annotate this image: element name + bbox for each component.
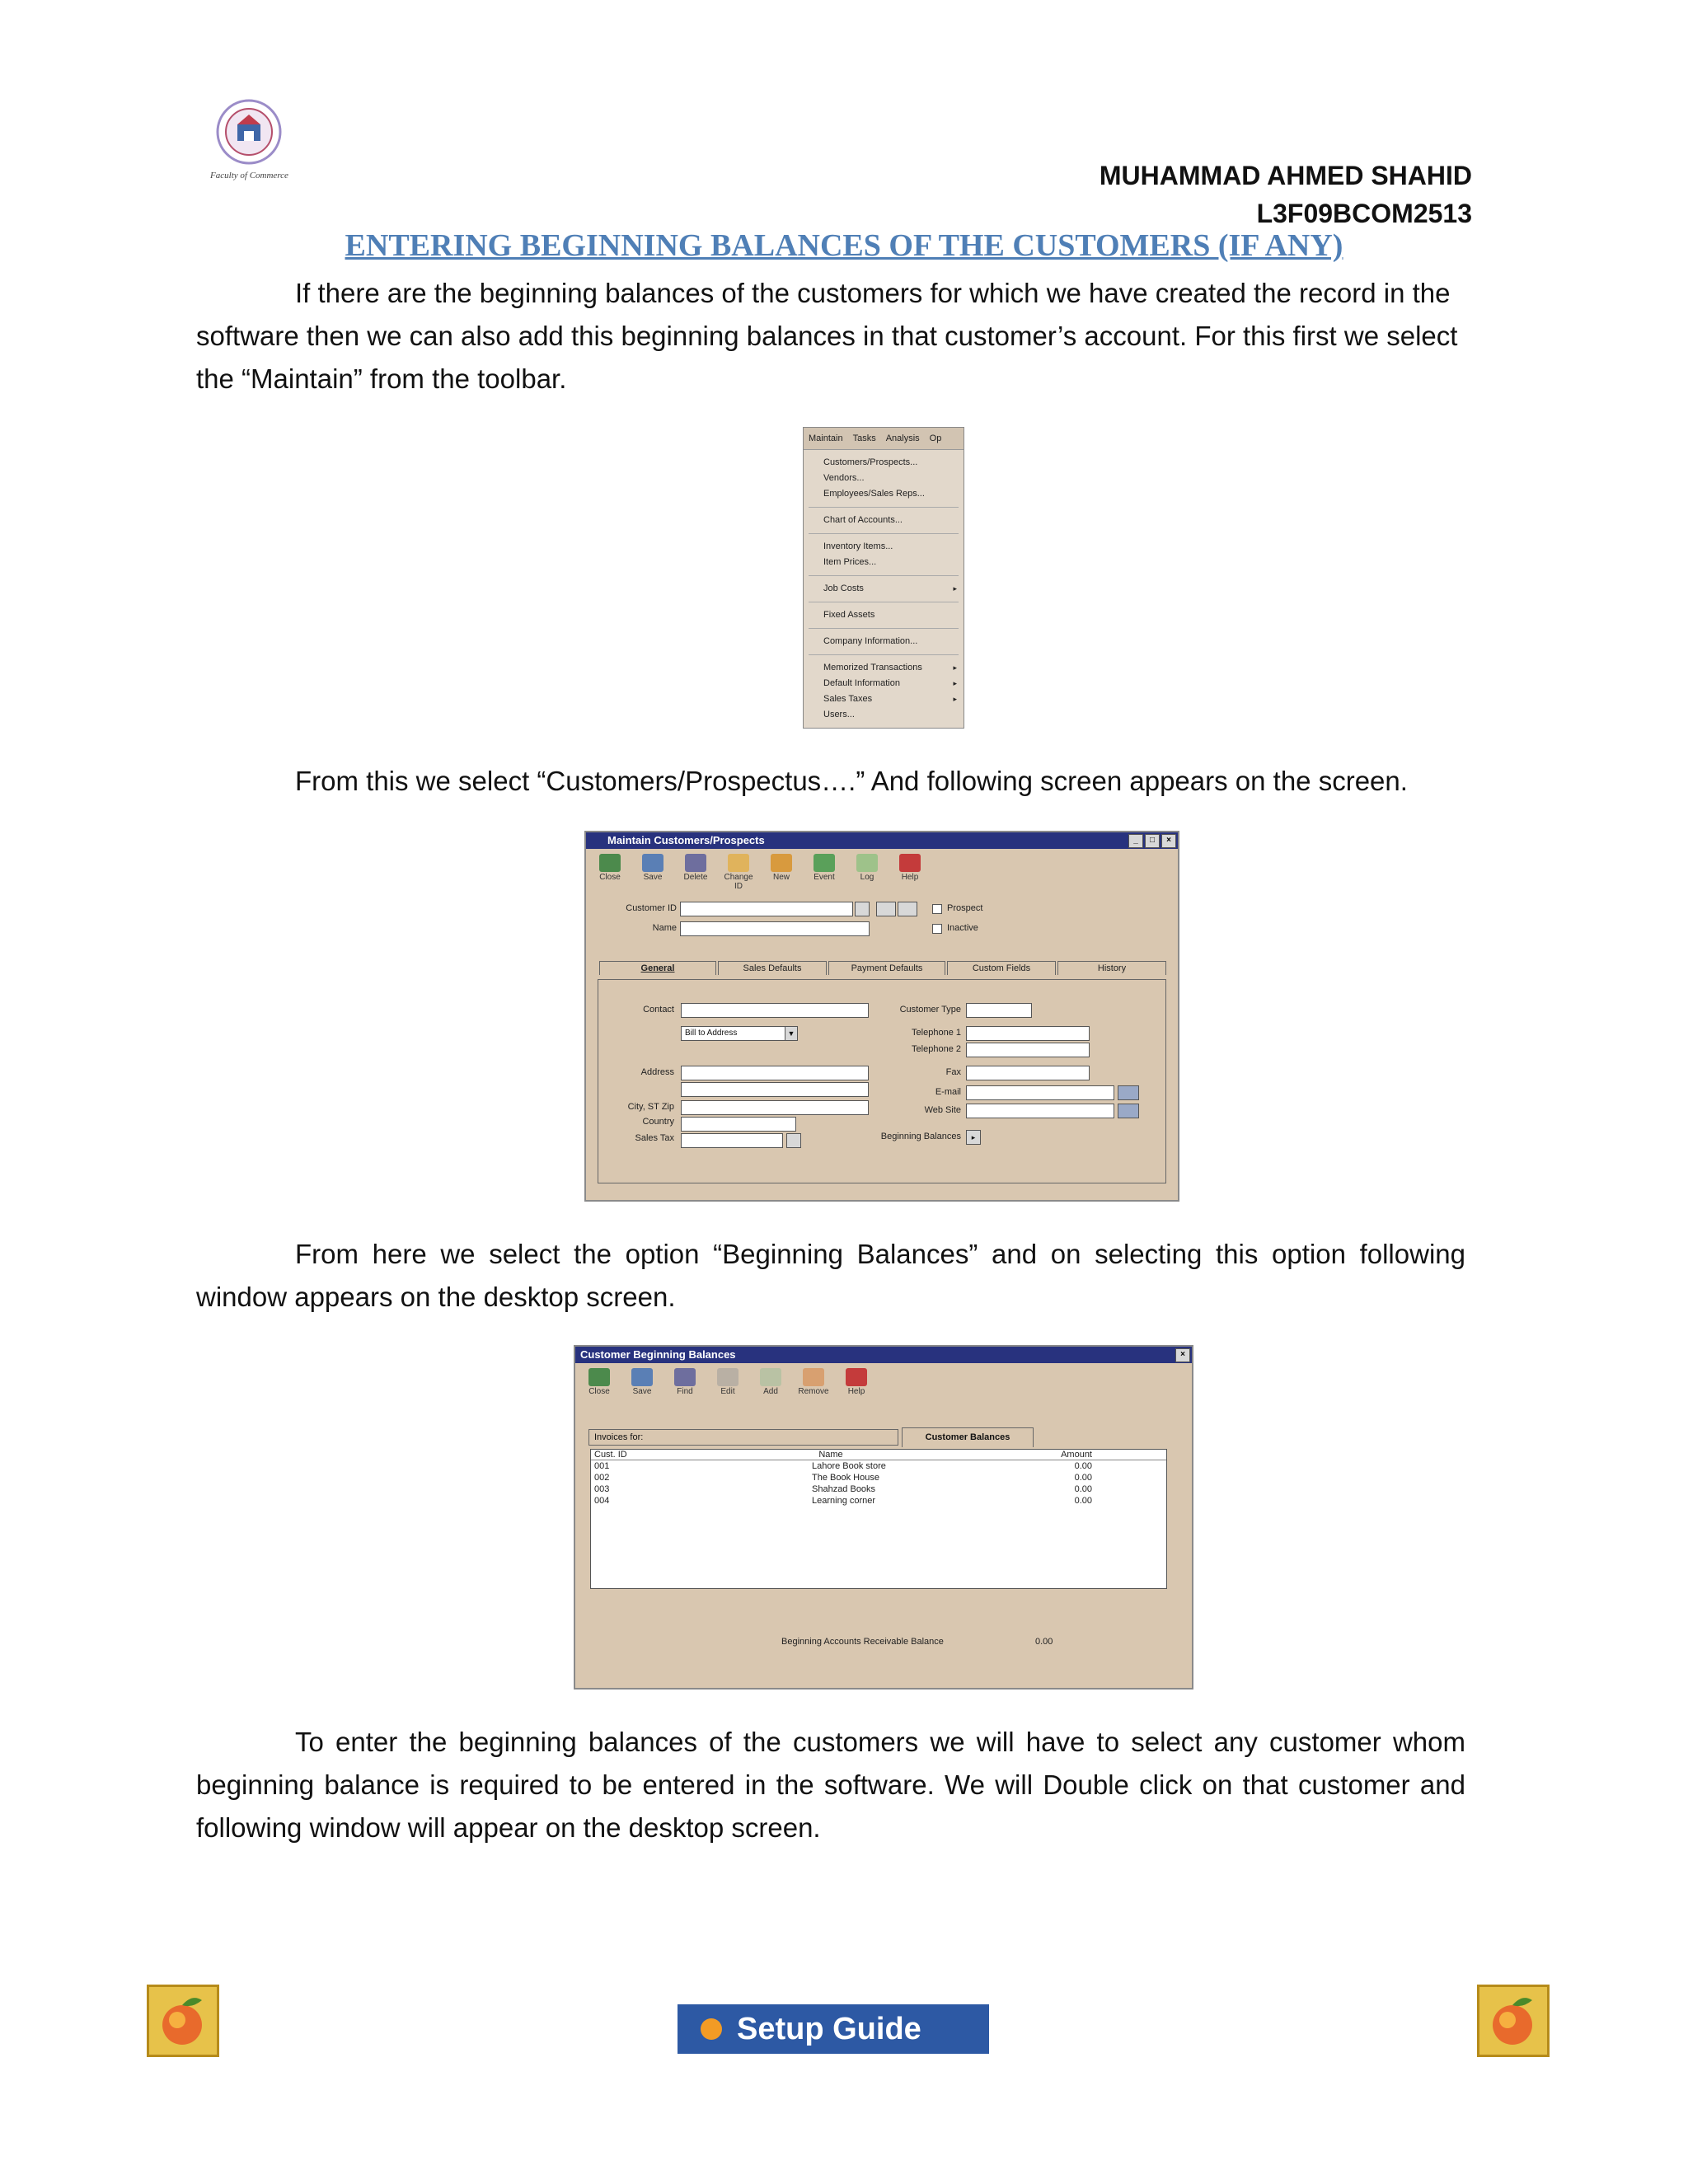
close-button[interactable]: Close <box>584 1368 615 1394</box>
email-label: E-mail <box>935 1087 961 1097</box>
column-header-amount[interactable]: Amount <box>973 1450 1166 1460</box>
tab-payment-defaults[interactable]: Payment Defaults <box>828 961 945 975</box>
tab-sales-defaults[interactable]: Sales Defaults <box>718 961 827 975</box>
menu-item-company-info[interactable]: Company Information... <box>823 636 918 646</box>
close-icon[interactable]: × <box>1161 834 1176 848</box>
submenu-arrow-icon: ▸ <box>953 663 957 672</box>
logo-caption: Faculty of Commerce <box>210 171 288 180</box>
beginning-ar-balance-value: 0.00 <box>1035 1637 1053 1647</box>
setup-guide-label: Setup Guide <box>737 2012 921 2046</box>
roll-number: L3F09BCOM2513 <box>1256 199 1472 228</box>
address-line1-input[interactable] <box>681 1066 869 1080</box>
menu-item-users[interactable]: Users... <box>823 710 855 719</box>
tab-general[interactable]: General <box>599 961 716 975</box>
tab-strip <box>599 961 1168 975</box>
menu-item-customers[interactable]: Customers/Prospects... <box>823 457 918 467</box>
customer-balances-table <box>590 1449 1167 1589</box>
menu-separator <box>809 507 959 508</box>
website-label: Web Site <box>924 1105 961 1115</box>
menu-bar-tasks[interactable]: Tasks <box>852 434 876 443</box>
orange-dot-icon <box>701 2018 722 2040</box>
author-name: MUHAMMAD AHMED SHAHID <box>1099 161 1472 190</box>
address-line2-input[interactable] <box>681 1082 869 1097</box>
menu-separator <box>809 628 959 629</box>
add-icon <box>760 1368 781 1386</box>
find-icon <box>674 1368 696 1386</box>
paragraph-double-click: To enter the beginning balances of the customers we will have to select any customer whom beginning balance is required to be entered in the software. We will Double click on that customer and following window will appear on the desktop screen. <box>196 1727 1465 1843</box>
address-label: Address <box>640 1067 674 1077</box>
submenu-arrow-icon: ▸ <box>953 695 957 703</box>
table-row[interactable] <box>591 1483 1166 1495</box>
inactive-checkbox[interactable] <box>932 924 942 934</box>
author-block <box>1100 157 1472 232</box>
fax-label: Fax <box>945 1067 961 1077</box>
menu-item-sales-taxes[interactable]: Sales Taxes ▸ <box>804 691 964 707</box>
sales-tax-input[interactable] <box>681 1133 783 1148</box>
menu-item-chart-of-accounts[interactable]: Chart of Accounts... <box>823 515 903 525</box>
cell-cust-id: 002 <box>594 1473 610 1483</box>
window-titlebar <box>586 832 1178 849</box>
cell-cust-id: 001 <box>594 1461 610 1471</box>
table-row[interactable] <box>591 1495 1166 1507</box>
cell-amount[interactable]: 0.00 <box>1074 1473 1092 1483</box>
menu-item-item-prices[interactable]: Item Prices... <box>823 557 877 567</box>
change-id-button[interactable]: Change ID <box>723 854 754 880</box>
help-button[interactable]: Help <box>894 854 926 880</box>
cell-cust-id: 004 <box>594 1496 610 1506</box>
close-door-icon <box>599 854 621 872</box>
menu-bar-analysis[interactable]: Analysis <box>885 434 920 443</box>
remove-button[interactable]: Remove <box>798 1368 829 1394</box>
inactive-label: Inactive <box>947 923 978 933</box>
window-title: Customer Beginning Balances <box>580 1348 736 1361</box>
menu-item-inventory[interactable]: Inventory Items... <box>823 541 893 551</box>
close-button[interactable]: Close <box>594 854 626 880</box>
general-tab-panel <box>598 979 1166 1183</box>
beginning-ar-balance-label: Beginning Accounts Receivable Balance <box>781 1637 944 1647</box>
fax-input[interactable] <box>966 1066 1090 1080</box>
save-button[interactable]: Save <box>626 1368 658 1394</box>
country-input[interactable] <box>681 1117 796 1132</box>
window-titlebar <box>575 1347 1192 1363</box>
country-label: Country <box>642 1117 674 1127</box>
email-icon[interactable] <box>1118 1085 1139 1100</box>
maximize-icon[interactable]: □ <box>1145 834 1160 848</box>
column-header-name[interactable]: Name <box>688 1450 973 1460</box>
setup-guide-banner <box>678 2004 989 2054</box>
log-button[interactable]: Log <box>851 854 883 880</box>
tab-history[interactable]: History <box>1057 961 1166 975</box>
save-icon <box>631 1368 653 1386</box>
web-browser-icon[interactable] <box>1118 1104 1139 1118</box>
contact-input[interactable] <box>681 1003 869 1018</box>
faculty-logo <box>198 95 301 185</box>
customer-id-input[interactable] <box>680 902 853 916</box>
tab-custom-fields[interactable]: Custom Fields <box>947 961 1056 975</box>
close-icon[interactable]: × <box>1175 1348 1190 1362</box>
menu-item-employees[interactable]: Employees/Sales Reps... <box>823 489 925 499</box>
menu-bar-options[interactable]: Op <box>929 434 942 443</box>
website-input[interactable] <box>966 1104 1114 1118</box>
menu-separator <box>809 533 959 534</box>
toolbar <box>586 849 1178 891</box>
peach-logo-icon <box>1477 1985 1550 2057</box>
table-header-row <box>591 1450 1166 1460</box>
cell-name: The Book House <box>812 1473 879 1483</box>
delete-button[interactable]: Delete <box>680 854 711 880</box>
menu-separator <box>809 654 959 655</box>
customer-type-label: Customer Type <box>899 1005 961 1015</box>
window-title: Maintain Customers/Prospects <box>607 834 765 846</box>
new-icon <box>771 854 792 872</box>
lookup-icon[interactable] <box>855 902 870 916</box>
beginning-balances-button[interactable]: ▸ <box>966 1130 981 1145</box>
cell-cust-id: 003 <box>594 1484 610 1494</box>
cell-amount[interactable]: 0.00 <box>1074 1496 1092 1506</box>
previous-record-icon[interactable] <box>876 902 896 916</box>
help-icon <box>899 854 921 872</box>
prospect-checkbox[interactable] <box>932 904 942 914</box>
cell-name: Learning corner <box>812 1496 876 1506</box>
edit-icon <box>717 1368 738 1386</box>
find-button[interactable]: Find <box>669 1368 701 1394</box>
delete-icon <box>685 854 706 872</box>
table-row[interactable] <box>591 1472 1166 1483</box>
bill-to-select[interactable]: Bill to Address <box>681 1026 796 1041</box>
menu-item-fixed-assets[interactable]: Fixed Assets <box>823 610 875 620</box>
help-icon <box>846 1368 867 1386</box>
telephone2-label: Telephone 2 <box>912 1044 961 1054</box>
city-st-zip-input[interactable] <box>681 1100 869 1115</box>
name-input[interactable] <box>680 921 870 936</box>
customer-type-input[interactable] <box>966 1003 1032 1018</box>
paragraph-intro: If there are the beginning balances of the customers for which we have created the record in the software then we can also add this beginning balances in that customer’s account. For this first we select the “Maintain” from the toolbar. <box>196 278 1458 394</box>
prospect-label: Prospect <box>947 903 983 913</box>
chevron-down-icon[interactable]: ▼ <box>785 1026 798 1041</box>
paragraph-beginning-balances: From here we select the option “Beginning Balances” and on selecting this option following window appears on the desktop screen. <box>196 1239 1465 1312</box>
name-label: Name <box>652 923 677 933</box>
telephone1-label: Telephone 1 <box>912 1028 961 1038</box>
cell-name: Lahore Book store <box>812 1461 886 1471</box>
next-record-icon[interactable] <box>898 902 917 916</box>
menu-item-memorized[interactable]: Memorized Transactions ▸ <box>804 660 964 676</box>
edit-button[interactable]: Edit <box>712 1368 743 1394</box>
remove-icon <box>803 1368 824 1386</box>
cell-name: Shahzad Books <box>812 1484 876 1494</box>
menu-item-vendors[interactable]: Vendors... <box>823 473 865 483</box>
cell-amount[interactable]: 0.00 <box>1074 1484 1092 1494</box>
page-title: ENTERING BEGINNING BALANCES OF THE CUSTOMERS (IF ANY) <box>345 228 1343 263</box>
menu-item-job-costs[interactable]: Job Costs ▸ <box>804 581 964 597</box>
help-button[interactable]: Help <box>841 1368 872 1394</box>
table-row[interactable] <box>591 1460 1166 1473</box>
tab-customer-balances[interactable]: Customer Balances <box>902 1427 1034 1447</box>
add-button[interactable]: Add <box>755 1368 786 1394</box>
save-icon <box>642 854 663 872</box>
new-button[interactable]: New <box>766 854 797 880</box>
telephone1-input[interactable] <box>966 1026 1090 1041</box>
tab-invoices-for[interactable]: Invoices for: <box>588 1429 898 1446</box>
email-input[interactable] <box>966 1085 1114 1100</box>
maintain-menu-screenshot <box>803 427 964 729</box>
menu-bar <box>804 428 964 450</box>
beginning-balances-label: Beginning Balances <box>880 1132 961 1141</box>
change-id-icon <box>728 854 749 872</box>
customer-beginning-balances-window <box>574 1345 1193 1690</box>
city-st-zip-label: City, ST Zip <box>627 1102 674 1112</box>
sales-tax-label: Sales Tax <box>635 1133 674 1143</box>
menu-separator <box>809 575 959 576</box>
menu-item-default-info[interactable]: Default Information ▸ <box>804 676 964 691</box>
lookup-icon[interactable] <box>786 1133 801 1148</box>
maintain-customers-window <box>584 831 1179 1202</box>
submenu-arrow-icon: ▸ <box>953 584 957 593</box>
toolbar <box>575 1363 1192 1399</box>
telephone2-input[interactable] <box>966 1043 1090 1057</box>
menu-bar-maintain[interactable]: Maintain <box>809 434 843 443</box>
log-icon <box>856 854 878 872</box>
cell-amount[interactable]: 0.00 <box>1074 1461 1092 1471</box>
customer-id-label: Customer ID <box>626 903 677 913</box>
minimize-icon[interactable]: _ <box>1128 834 1143 848</box>
submenu-arrow-icon: ▸ <box>953 679 957 687</box>
event-button[interactable]: Event <box>809 854 840 880</box>
close-door-icon <box>588 1368 610 1386</box>
event-icon <box>814 854 835 872</box>
save-button[interactable]: Save <box>637 854 668 880</box>
contact-label: Contact <box>643 1005 674 1015</box>
paragraph-select-customers: From this we select “Customers/Prospectus….” And following screen appears on the screen. <box>295 766 1408 796</box>
column-header-cust-id[interactable]: Cust. ID <box>591 1450 688 1460</box>
peach-logo-icon <box>147 1985 219 2057</box>
